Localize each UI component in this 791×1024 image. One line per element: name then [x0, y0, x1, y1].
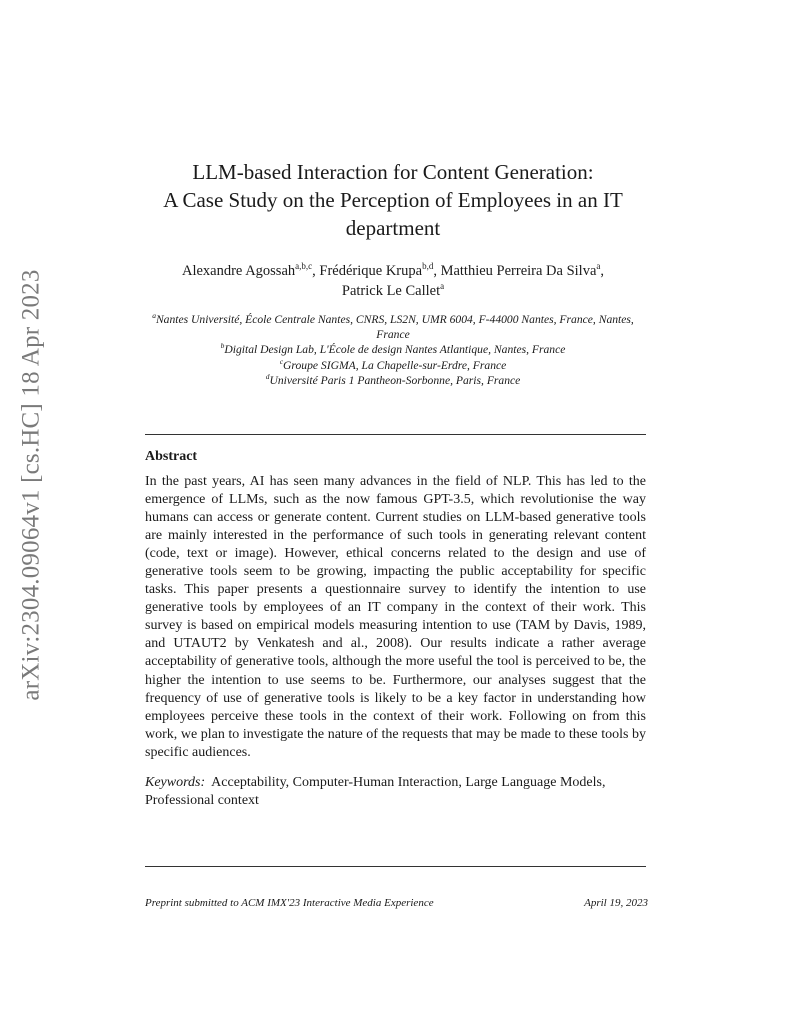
abstract-heading: Abstract [145, 449, 198, 464]
paper-title [140, 158, 646, 242]
title-line-1: LLM-based Interaction for Content Generation: [192, 160, 594, 184]
keywords [145, 774, 646, 811]
arxiv-identifier: arXiv:2304.09064v1 [cs.HC] 18 Apr 2023 [18, 269, 46, 701]
affiliation-a: $^a$Nantes Université, École Centrale Nantes, CNRS, LS2N, UMR 6004, F-44000 Nantes, France, Nantes, France [152, 311, 634, 342]
affiliation-list [140, 312, 646, 388]
affiliation-b: $^b$Digital Design Lab, L'École de design Nantes Atlantique, Nantes, France [220, 341, 566, 357]
affiliation-c: $^c$Groupe SIGMA, La Chapelle-sur-Erdre, France [279, 356, 507, 372]
author-name: Frédérique Krupa [319, 263, 423, 279]
author-name: Patrick Le Callet [341, 283, 441, 299]
author-list: Alexandre Agossah$^{a,b,c}$, Frédérique Krupa$^{b,d}$, Matthieu Perreira Da Silva$^a$, Patrick Le Callet$^a$ [181, 261, 605, 299]
keywords-label: Keywords: [145, 774, 206, 790]
abstract-section [145, 448, 646, 811]
author-affil-mark: a [596, 261, 601, 272]
affiliation-d: $^d$Université Paris 1 Pantheon-Sorbonne, Paris, France [265, 371, 521, 387]
title-line-2: A Case Study on the Perception of Employees in an IT [163, 188, 623, 212]
arxiv-side-stamp [14, 269, 50, 701]
footer-date: April 19, 2023 [584, 897, 648, 909]
author-affil-mark: a,b,c [295, 261, 313, 272]
abstract-body: In the past years, AI has seen many advances in the field of NLP. This has led to the emergence of LLMs, such as the now famous GPT-3.5, which revolutionise the way humans can access or generate content. Current studies on LLM-based generative tools are mainly interested in the performance of such tools in generating relevant content (code, text or image). However, ethical concerns related to the design and use of generative tools seem to be growing, impacting the public acceptability for specific tasks. This paper presents a questionnaire survey to identify the intention to use generative tools by employees of an IT company in the context of their work. This survey is based on empirical models measuring intention to use (TAM by Davis, 1989, and UTAUT2 by Venkatesh and al., 2008). Our results indicate a rather average acceptability of generative tools, although the more useful the tool is perceived to be, the higher the intention to use seems to be. Furthermore, our analyses suggest that the frequency of use of generative tools is likely to be a key factor in understanding how employees perceive these tools in the context of their work. Following on from this work, we plan to investigate the nature of the requests that may be made to these tools by specific audiences. [145, 474, 646, 760]
author-affil-mark: b,d [422, 261, 434, 272]
author-affil-mark: a [440, 281, 445, 292]
abstract-bottom-rule [145, 866, 646, 867]
keywords-text: Acceptability, Computer-Human Interaction, Large Language Models, Professional context [145, 774, 606, 809]
author-name: Matthieu Perreira Da Silva [440, 263, 597, 279]
page-footer [145, 896, 648, 910]
author-name: Alexandre Agossah [181, 263, 296, 279]
abstract-top-rule [145, 434, 646, 435]
title-line-3: department [345, 216, 441, 240]
footer-preprint-note: Preprint submitted to ACM IMX'23 Interactive Media Experience [145, 897, 434, 909]
